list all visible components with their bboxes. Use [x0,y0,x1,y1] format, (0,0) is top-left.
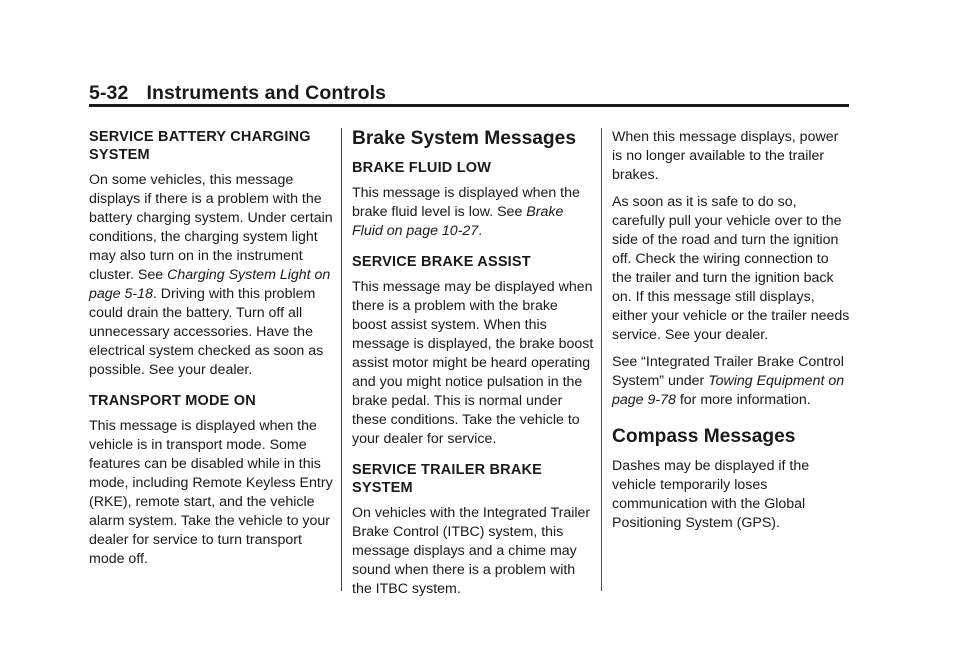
paragraph-service-battery [89,171,337,380]
paragraph-compass: Dashes may be displayed if the vehicle temporarily loses communication with the Global Positioning System (GPS). [612,458,810,531]
paragraph-brake-fluid [352,184,595,241]
paragraph-power: When this message displays, power is no longer available to the trailer brakes. [612,129,839,183]
section-title: Instruments and Controls [146,82,387,104]
column-2 [352,128,595,607]
paragraph-brake-assist: This message may be displayed when there is a problem with the brake boost assist system. When this message is displayed, the brake boost assist motor might be heard operating and you might notice pulsation in the brake pedal. This is normal under these conditions. Take the vehicle to your dealer for service. [352,279,594,447]
text: . [478,223,483,239]
paragraph-transport-mode: This message is displayed when the vehicle is in transport mode. Some features can be disabled while in this mode, including Remote Keyless Entry (RKE), remote start, and the vehicle alarm system. Take the vehicle to your dealer for service to turn transport mode off. [89,418,333,567]
column-3 [612,128,852,541]
heading-brake-system-messages: Brake System Messages [352,128,576,149]
text: This message is displayed when the brake fluid level is low. See [352,185,580,220]
text: for more information. [675,392,811,408]
column-divider-1 [341,128,342,591]
column-divider-2 [601,128,602,591]
heading-service-battery: SERVICE BATTERY CHARGING SYSTEM [89,129,311,163]
heading-brake-fluid-low: BRAKE FLUID LOW [352,160,492,176]
header-rule [89,104,849,107]
cross-reference-link[interactable]: Towing Equipment on page 9-78 [612,373,845,408]
text: See “Integrated Trailer Brake Control System” under [612,354,844,389]
text: On some vehicles, this message displays if there is a problem with the battery charging system. Under certain conditions, the charging system light may also turn on in the instrument cluster. See [89,172,333,283]
paragraph-trailer-brake: On vehicles with the Integrated Trailer Brake Control (ITBC) system, this message displays and a chime may sound when there is a problem with the ITBC system. [352,505,591,597]
paragraph-see-towing [612,353,852,410]
paragraph-safe: As soon as it is safe to do so, carefully pull your vehicle over to the side of the road and turn the ignition off. Check the wiring connection to the trailer and turn the ignition back on. If this message still displays, either your vehicle or the trailer needs service. See your dealer. [612,194,850,343]
heading-compass-messages: Compass Messages [612,426,796,447]
text: . Driving with this problem could drain the battery. Turn off all unnecessary accessories. Have the electrical system checked as soon as possible. See your dealer. [89,286,324,378]
page-header [89,82,386,105]
cross-reference-link[interactable]: Brake Fluid on page 10-27 [352,204,564,239]
page-number: 5-32 [89,82,129,104]
heading-service-brake-assist: SERVICE BRAKE ASSIST [352,254,531,270]
column-1 [89,128,337,577]
heading-transport-mode: TRANSPORT MODE ON [89,393,256,409]
heading-service-trailer-brake: SERVICE TRAILER BRAKE SYSTEM [352,462,543,496]
cross-reference-link[interactable]: Charging System Light on page 5-18 [89,267,331,302]
